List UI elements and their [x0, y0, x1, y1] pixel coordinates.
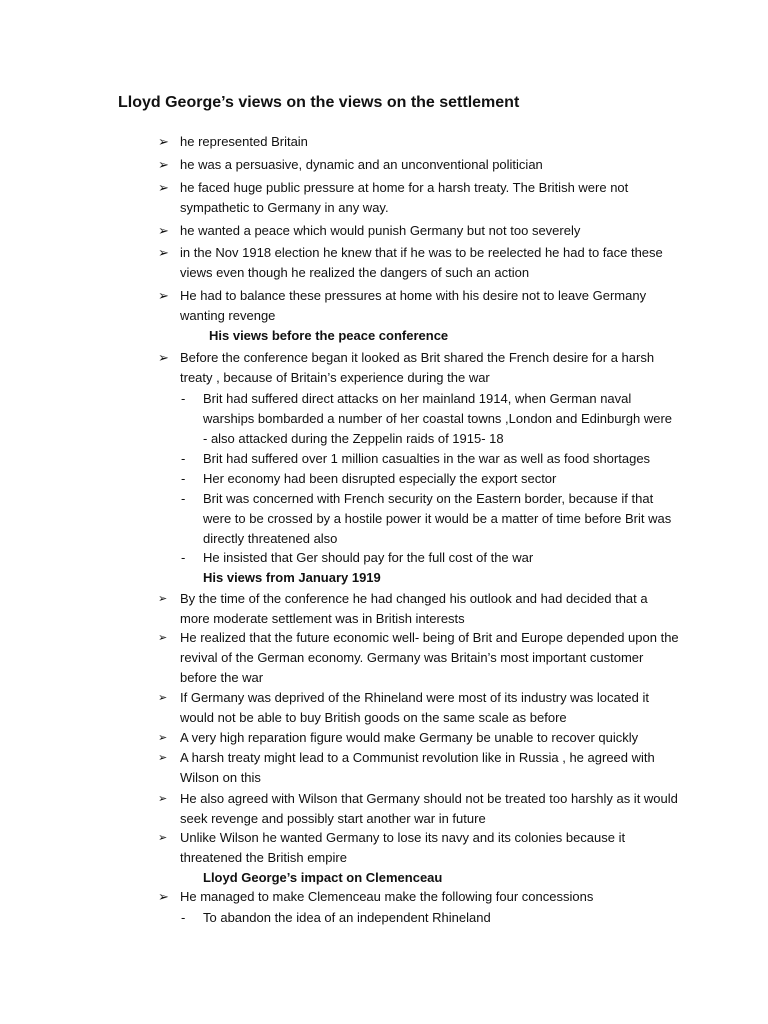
arrow-bullet-icon: ➢	[158, 692, 168, 704]
arrow-bullet-icon: ➢	[158, 157, 169, 172]
list-item-text: he wanted a peace which would punish Germany but not too severely	[180, 223, 581, 238]
list-item	[158, 828, 680, 868]
list-item	[158, 728, 680, 748]
dash-item-text: Brit was concerned with French security on the Eastern border, because if that were to be crossed by a hostile power it would be a matter of time before Brit was directly threatened also	[203, 491, 672, 546]
list-item	[158, 155, 680, 175]
list-item-text: he was a persuasive, dynamic and an unconventional politician	[180, 157, 543, 172]
list-item	[158, 286, 680, 326]
document-title: Lloyd George’s views on the views on the settlement	[118, 94, 520, 111]
arrow-bullet-icon: ➢	[158, 223, 169, 238]
arrow-bullet-icon: ➢	[158, 134, 169, 149]
dash-bullet: -	[181, 391, 186, 406]
list-item	[158, 589, 680, 629]
list-item	[158, 348, 680, 388]
dash-bullet: -	[181, 471, 186, 486]
dash-list-item	[181, 489, 678, 549]
dash-item-text: Brit had suffered direct attacks on her mainland 1914, when German naval warships bombarded a number of her coastal towns ,London and Edinburgh were - also attacked during the Zeppelin raids of 1915- 18	[203, 391, 673, 446]
dash-bullet: -	[181, 910, 186, 925]
dash-item-text: To abandon the idea of an independent Rhineland	[203, 910, 491, 925]
list-item	[158, 789, 680, 829]
list-item-text: A very high reparation figure would make Germany be unable to recover quickly	[180, 730, 639, 745]
dash-bullet: -	[181, 491, 186, 506]
list-item-text: Unlike Wilson he wanted Germany to lose its navy and its colonies because it threatened the British empire	[180, 830, 626, 865]
dash-list-item	[181, 449, 678, 469]
list-item	[158, 221, 680, 241]
arrow-bullet-icon: ➢	[158, 180, 169, 195]
list-item-text: he represented Britain	[180, 134, 308, 149]
list-item	[158, 132, 680, 152]
list-item-text: Before the conference began it looked as Brit shared the French desire for a harsh treaty , because of Britain’s experience during the war	[180, 350, 655, 385]
list-item-text: If Germany was deprived of the Rhineland were most of its industry was located it would not be able to buy British goods on the same scale as before	[180, 690, 649, 725]
list-item	[158, 688, 680, 728]
arrow-bullet-icon: ➢	[158, 245, 169, 260]
dash-list-item	[181, 469, 678, 489]
dash-list-item	[181, 548, 678, 568]
dash-item-text: Her economy had been disrupted especially the export sector	[203, 471, 557, 486]
arrow-bullet-icon: ➢	[158, 350, 169, 365]
dash-item-text: Brit had suffered over 1 million casualties in the war as well as food shortages	[203, 451, 651, 466]
dash-item-text: He insisted that Ger should pay for the full cost of the war	[203, 550, 534, 565]
arrow-bullet-icon: ➢	[158, 732, 168, 744]
arrow-bullet-icon: ➢	[158, 889, 169, 904]
list-item-text: By the time of the conference he had changed his outlook and had decided that a more moderate settlement was in British interests	[180, 591, 648, 626]
list-item-text: He managed to make Clemenceau make the following four concessions	[180, 889, 594, 904]
section-heading: His views from January 1919	[203, 570, 381, 585]
list-item-text: He had to balance these pressures at home with his desire not to leave Germany wanting revenge	[180, 288, 647, 323]
dash-bullet: -	[181, 550, 186, 565]
dash-list-item	[181, 908, 678, 928]
list-item	[158, 887, 680, 907]
section-heading: His views before the peace conference	[209, 328, 449, 343]
list-item	[158, 748, 680, 788]
list-item	[158, 243, 680, 283]
list-item-text: He realized that the future economic well- being of Brit and Europe depended upon the revival of the German economy. Germany was Britain’s most important customer before the war	[180, 630, 679, 685]
list-item-text: he faced huge public pressure at home for a harsh treaty. The British were not sympathetic to Germany in any way.	[180, 180, 629, 215]
list-item-text: A harsh treaty might lead to a Communist revolution like in Russia , he agreed with Wilson on this	[180, 750, 655, 785]
list-item	[158, 178, 680, 218]
list-item-text: in the Nov 1918 election he knew that if he was to be reelected he had to face these views even though he realized the dangers of such an action	[180, 245, 663, 280]
arrow-bullet-icon: ➢	[158, 832, 168, 844]
arrow-bullet-icon: ➢	[158, 632, 168, 644]
list-item	[158, 628, 680, 688]
dash-bullet: -	[181, 451, 186, 466]
arrow-bullet-icon: ➢	[158, 593, 168, 605]
arrow-bullet-icon: ➢	[158, 752, 168, 764]
list-item-text: He also agreed with Wilson that Germany should not be treated too harshly as it would seek revenge and possibly start another war in future	[180, 791, 678, 826]
arrow-bullet-icon: ➢	[158, 288, 169, 303]
dash-list-item	[181, 389, 678, 449]
section-heading: Lloyd George’s impact on Clemenceau	[203, 870, 443, 885]
arrow-bullet-icon: ➢	[158, 793, 168, 805]
